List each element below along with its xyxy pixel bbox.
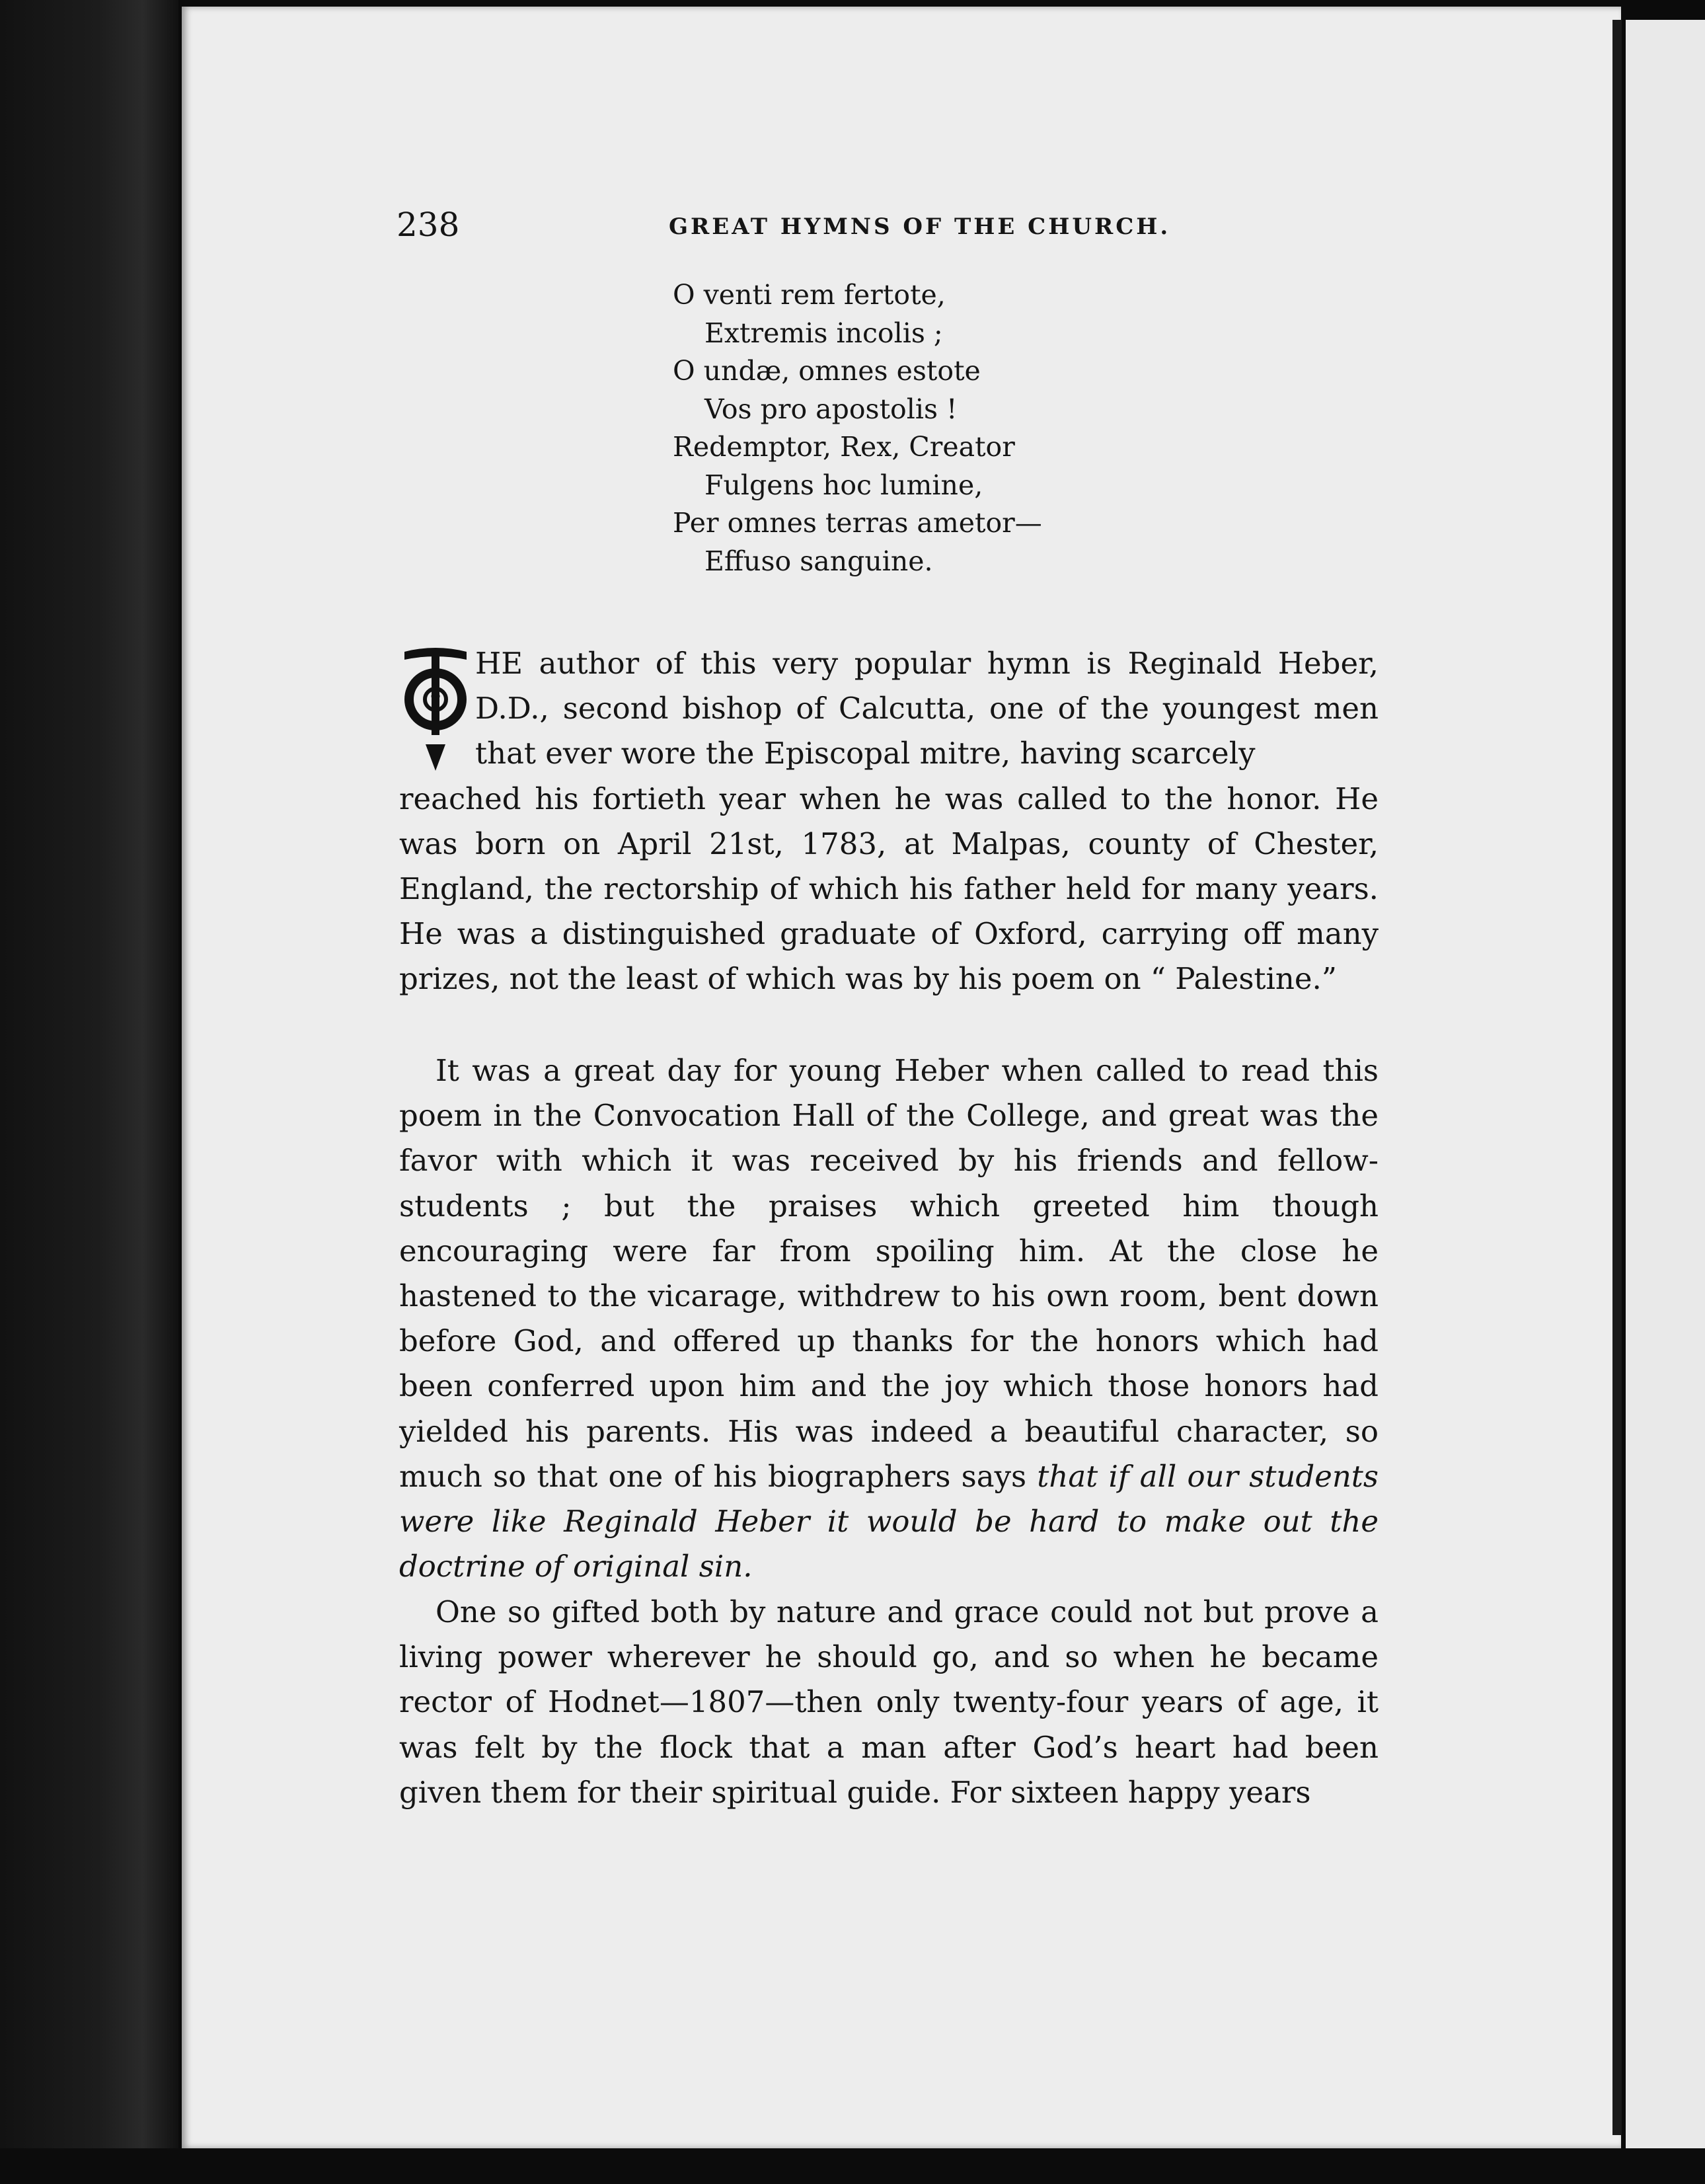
paragraph-text: It was a great day for young Heber when called to read this poem in the Convocation Hall of the College, and great was the favor with which it was received by his friends and fellow-students ; but the praises which greeted him though encouraging were far from spoiling him. At the close he hastened to the vicarage, withdrew to his own room, bent down before God, and offered up thanks for the honors which had been conferred upon him and the joy which those honors had yielded his parents. His was indeed a beautiful character, so much so that one of his biographers says (399, 1053, 1379, 1494)
scan-bottom-edge (0, 2148, 1705, 2184)
paragraph-biography-intro (399, 641, 1379, 1002)
verse-line: Effuso sanguine. (704, 545, 933, 577)
running-head (397, 202, 1375, 248)
paragraph-continuation: reached his fortieth year when he was called to the honor. He was born on April 21st, 1783, at Malpas, county of Chester, England, the rectorship of which his father held for many years. He was a distinguished graduate of Oxford, carrying off many prizes, not the least of which was by his poem on “ Palestine.” (399, 781, 1379, 997)
verse-line: Extremis incolis ; (704, 317, 943, 349)
facing-page-edge (1626, 20, 1705, 2148)
verse-line: Vos pro apostolis ! (704, 393, 958, 425)
paragraph-text: One so gifted both by nature and grace could not but prove a living power wherever he should go, and so when he became rector of Hodnet—1807—then only twenty-four years of age, it was felt by the flock that a man after God’s heart had been given them for their spiritual guide. For sixteen happy years (399, 1594, 1379, 1810)
running-title: GREAT HYMNS OF THE CHURCH. (669, 214, 1171, 240)
ornamental-drop-cap-icon (399, 645, 472, 777)
paragraph-opening: HE author of this very popular hymn is Reginald Heber, D.D., second bishop of Calcutta, one of the youngest men that ever wore the Episcopal mitre, having scarcely (475, 646, 1379, 771)
italic-quote: that if all our students were like Reginald Heber it would be hard to make out the doctrine of original sin. (399, 1458, 1379, 1584)
page-number: 238 (397, 206, 460, 244)
verse-line: Fulgens hoc lumine, (704, 469, 983, 501)
verse-line: Per omnes terras ametor— (673, 507, 1042, 539)
verse-line: O undæ, omnes estote (673, 355, 981, 387)
page-gutter (1612, 20, 1622, 2135)
verse-line: Redemptor, Rex, Creator (673, 431, 1015, 463)
paragraph-hodnet (399, 1590, 1379, 1815)
paragraph-oxford (399, 1048, 1379, 1589)
verse-line: O venti rem fertote, (673, 279, 946, 311)
latin-verse (673, 276, 1135, 580)
drop-cap-letter: T (431, 692, 440, 708)
book-edge (0, 0, 178, 2184)
